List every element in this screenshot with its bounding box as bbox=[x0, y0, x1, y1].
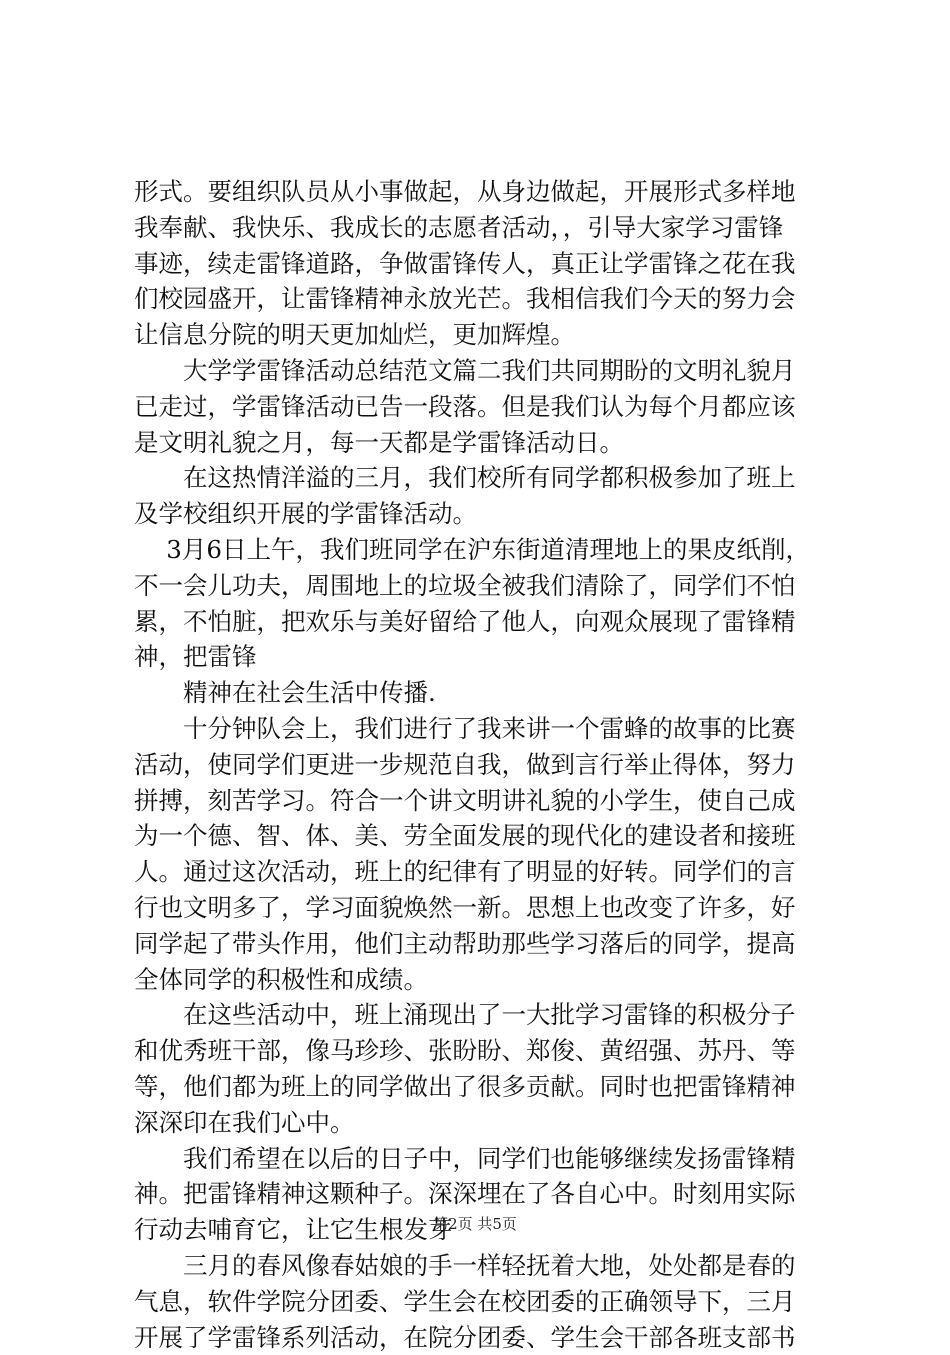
text-line: 深深印在我们心中。 bbox=[134, 1105, 834, 1141]
text-line: 形式。要组织队员从小事做起，从身边做起，开展形式多样地 bbox=[134, 174, 834, 210]
text-line: 神，把雷锋 bbox=[134, 639, 834, 675]
text-line: 不一会儿功夫，周围地上的垃圾全被我们清除了，同学们不怕 bbox=[134, 568, 834, 604]
text-line: 已走过，学雷锋活动已告一段落。但是我们认为每个月都应该 bbox=[134, 389, 834, 425]
body-text bbox=[134, 174, 834, 1355]
text-line: 累，不怕脏，把欢乐与美好留给了他人，向观众展现了雷锋精 bbox=[134, 604, 834, 640]
page-number-footer: 第2页 共5页 bbox=[0, 1214, 950, 1234]
text-line: 行也文明多了，学习面貌焕然一新。思想上也改变了许多，好 bbox=[134, 890, 834, 926]
text-line: 气息，软件学院分团委、学生会在校团委的正确领导下，三月 bbox=[134, 1284, 834, 1320]
text-line: 让信息分院的明天更加灿烂，更加辉煌。 bbox=[134, 317, 834, 353]
text-line: 精神在社会生活中传播. bbox=[134, 675, 834, 711]
text-line: 3月6日上午，我们班同学在沪东街道清理地上的果皮纸削， bbox=[134, 532, 834, 568]
text-line: 我奉献、我快乐、我成长的志愿者活动，，引导大家学习雷锋 bbox=[134, 210, 834, 246]
text-line: 我们希望在以后的日子中，同学们也能够继续发扬雷锋精 bbox=[134, 1141, 834, 1177]
text-line: 人。通过这次活动，班上的纪律有了明显的好转。同学们的言 bbox=[134, 854, 834, 890]
text-line: 们校园盛开，让雷锋精神永放光芒。我相信我们今天的努力会 bbox=[134, 281, 834, 317]
text-line: 开展了学雷锋系列活动，在院分团委、学生会干部各班支部书 bbox=[134, 1320, 834, 1355]
text-line: 神。把雷锋精神这颗种子。深深埋在了各自心中。时刻用实际 bbox=[134, 1176, 834, 1212]
text-line: 事迹，续走雷锋道路，争做雷锋传人，真正让学雷锋之花在我 bbox=[134, 246, 834, 282]
text-line: 三月的春风像春姑娘的手一样轻抚着大地，处处都是春的 bbox=[134, 1248, 834, 1284]
text-line: 大学学雷锋活动总结范文篇二我们共同期盼的文明礼貌月 bbox=[134, 353, 834, 389]
text-line: 十分钟队会上，我们进行了我来讲一个雷蜂的故事的比赛 bbox=[134, 711, 834, 747]
text-line: 同学起了带头作用，他们主动帮助那些学习落后的同学，提高 bbox=[134, 926, 834, 962]
text-line: 等，他们都为班上的同学做出了很多贡献。同时也把雷锋精神 bbox=[134, 1069, 834, 1105]
text-line: 和优秀班干部，像马珍珍、张盼盼、郑俊、黄绍强、苏丹、等 bbox=[134, 1033, 834, 1069]
text-line: 为一个德、智、体、美、劳全面发展的现代化的建设者和接班 bbox=[134, 818, 834, 854]
text-line: 活动，使同学们更进一步规范自我，做到言行举止得体，努力 bbox=[134, 747, 834, 783]
text-line: 在这热情洋溢的三月，我们校所有同学都积极参加了班上 bbox=[134, 460, 834, 496]
text-line: 拼搏，刻苦学习。符合一个讲文明讲礼貌的小学生，使自己成 bbox=[134, 783, 834, 819]
text-line: 全体同学的积极性和成绩。 bbox=[134, 962, 834, 998]
text-line: 是文明礼貌之月，每一天都是学雷锋活动日。 bbox=[134, 425, 834, 461]
text-line: 及学校组织开展的学雷锋活动。 bbox=[134, 496, 834, 532]
text-line: 行动去哺育它，让它生根发芽 bbox=[134, 1212, 834, 1248]
text-line: 在这些活动中，班上涌现出了一大批学习雷锋的积极分子 bbox=[134, 997, 834, 1033]
